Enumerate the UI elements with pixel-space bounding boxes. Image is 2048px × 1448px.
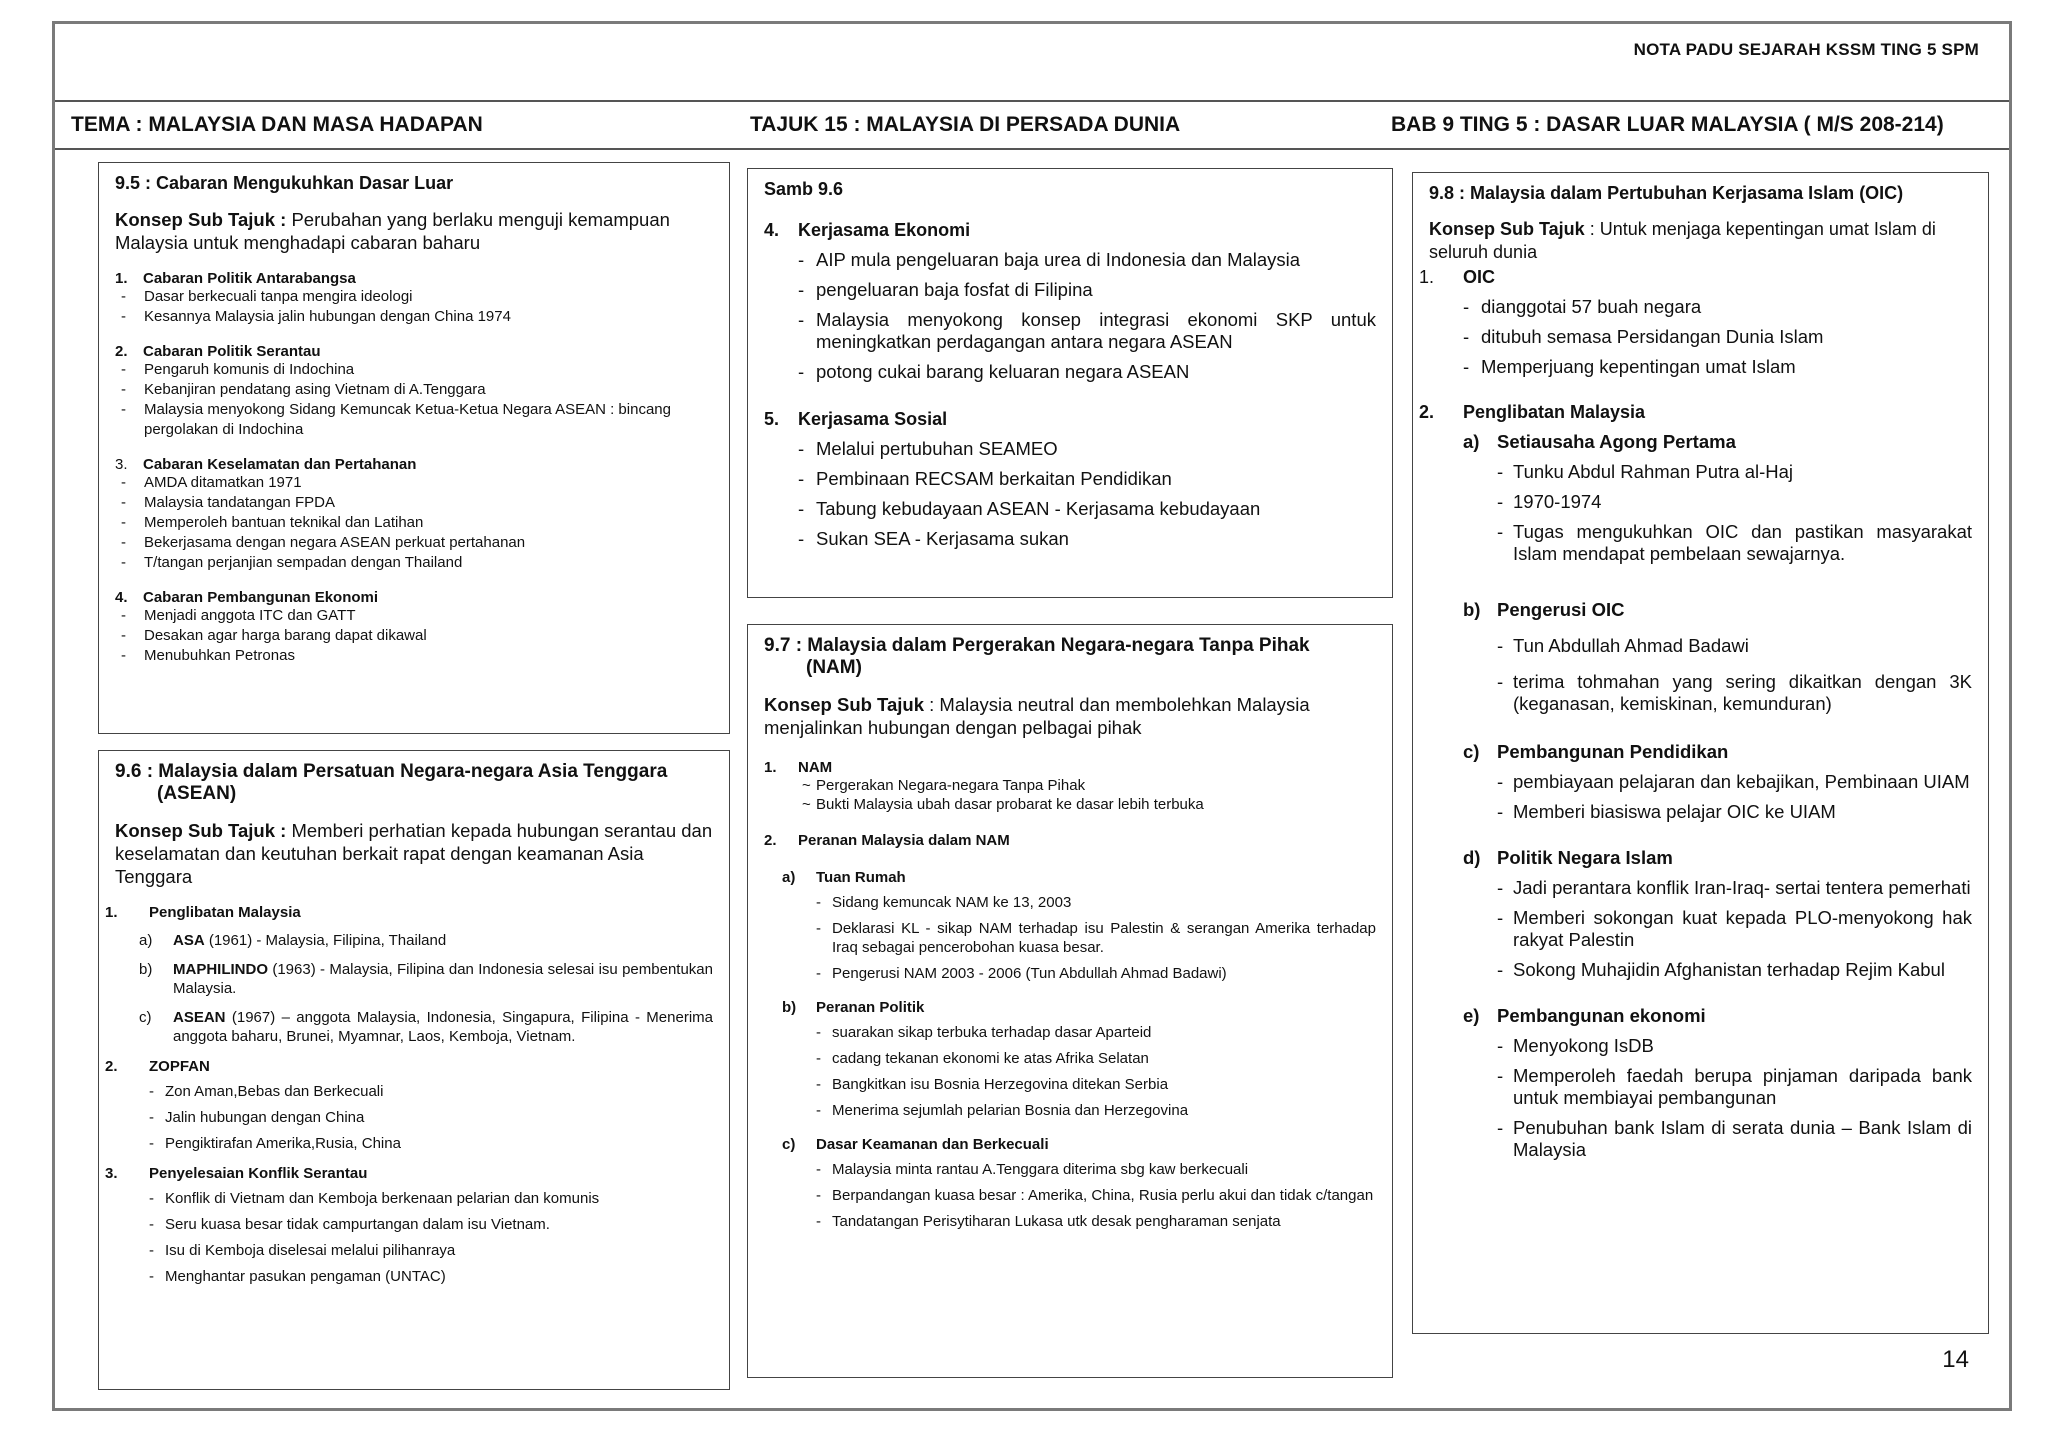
list-item: - Sukan SEA - Kerjasama sukan (798, 528, 1069, 549)
box-samb-9-6 (747, 168, 1393, 598)
list-item: - Deklarasi KL - sikap NAM terhadap isu Palestin & serangan Amerika terhadap Iraq sebagai pencerobohan kuasa besar. (816, 920, 1376, 957)
list-item: - Kesannya Malaysia jalin hubungan dengan China 1974 (121, 308, 511, 326)
list-item: - T/tangan perjanjian sempadan dengan Thailand (121, 554, 463, 572)
page-frame (52, 21, 2012, 1411)
list-item: - Memberi sokongan kuat kepada PLO-menyokong hak rakyat Palestin (1497, 907, 1972, 950)
list-item: - Malaysia menyokong Sidang Kemuncak Ketua-Ketua Negara ASEAN : bincang pergolakan di Indochina (121, 401, 671, 439)
list-item: - Bekerjasama dengan negara ASEAN perkuat pertahanan (121, 534, 526, 552)
tema-title: TEMA : MALAYSIA DAN MASA HADAPAN (71, 113, 483, 136)
box-9-7 (747, 624, 1393, 1378)
section-2: 2. Penglibatan Malaysia (1419, 402, 1646, 422)
box-9-5 (98, 162, 730, 734)
box-title: 9.7 : Malaysia dalam Pergerakan Negara-negara Tanpa Pihak (NAM) (764, 635, 1310, 678)
list-item: - Konflik di Vietnam dan Kemboja berkenaan pelarian dan komunis (149, 1190, 600, 1208)
list-item: - suarakan sikap terbuka terhadap dasar Aparteid (816, 1024, 1152, 1042)
list-item: - Berpandangan kuasa besar : Amerika, China, Rusia perlu akui dan tidak c/tangan (816, 1187, 1374, 1205)
list-item: - Dasar berkecuali tanpa mengira ideologi (121, 288, 413, 306)
list-item: - Kebanjiran pendatang asing Vietnam di A.Tenggara (121, 381, 486, 399)
list-item: - Tugas mengukuhkan OIC dan pastikan masyarakat Islam mendapat pembelaan sewajarnya. (1497, 521, 1972, 564)
box-title: 9.6 : Malaysia dalam Persatuan Negara-negara Asia Tenggara (ASEAN) (115, 761, 668, 804)
sub-b: b) Pengerusi OIC - Tun Abdullah Ahmad Badawi - terima tohmahan yang sering dikaitkan dengan 3K (keganasan, kemiskinan, kemunduran) (1463, 599, 1972, 714)
bab-title: BAB 9 TING 5 : DASAR LUAR MALAYSIA ( M/S 208-214) (1391, 113, 1944, 136)
box-title: 9.8 : Malaysia dalam Pertubuhan Kerjasama Islam (OIC) (1429, 183, 1904, 203)
tajuk-title: TAJUK 15 : MALAYSIA DI PERSADA DUNIA (750, 113, 1181, 136)
header-label: NOTA PADU SEJARAH KSSM TING 5 SPM (1633, 40, 1979, 59)
list-item: - Pengerusi NAM 2003 - 2006 (Tun Abdullah Ahmad Badawi) (816, 965, 1227, 983)
list-item: b) MAPHILINDO (1963) - Malaysia, Filipina dan Indonesia selesai isu pembentukan Malaysia. (139, 961, 713, 998)
list-item: - AMDA ditamatkan 1971 (121, 474, 302, 492)
page-number: 14 (1942, 1346, 1969, 1373)
list-item: - Malaysia tandatangan FPDA (121, 494, 335, 512)
list-item: - Penubuhan bank Islam di serata dunia – Bank Islam di Malaysia (1497, 1117, 1972, 1160)
list-item: - Tun Abdullah Ahmad Badawi (1497, 635, 1749, 656)
sub-c: c) Pembangunan Pendidikan - pembiayaan pelajaran dan kebajikan, Pembinaan UIAM - Memberi biasiswa pelajar OIC ke UIAM (1429, 741, 1972, 823)
list-item: - Tabung kebudayaan ASEAN - Kerjasama kebudayaan (798, 498, 1261, 519)
list-item: - Tunku Abdul Rahman Putra al-Haj (1497, 461, 1794, 482)
box-title: 9.5 : Cabaran Mengukuhkan Dasar Luar (115, 173, 454, 193)
sub-a: a) Setiausaha Agong Pertama - Tunku Abdul Rahman Putra al-Haj - 1970-1974 - Tugas mengukuhkan OIC dan pastikan masyarakat Islam mendapat pembelaan sewajarnya. (1463, 431, 1972, 564)
list-item: - ditubuh semasa Persidangan Dunia Islam (1463, 326, 1824, 347)
list-item: - Memberi biasiswa pelajar OIC ke UIAM (1497, 801, 1836, 822)
section-1: 1. OIC - dianggotai 57 buah negara - ditubuh semasa Persidangan Dunia Islam - Memperjuang kepentingan umat Islam (1419, 267, 1972, 378)
list-item: - Tandatangan Perisytiharan Lukasa utk desak pengharaman senjata (816, 1213, 1281, 1231)
section-2: 2. Cabaran Politik Serantau - Pengaruh komunis di Indochina - Kebanjiran pendatang asing Vietnam di A.Tenggara - Malaysia menyokong Sidang Kemuncak Ketua-Ketua Negara ASEAN : bincang pergolakan di Indochina (115, 343, 713, 440)
sub-d: d) Politik Negara Islam - Jadi perantara konflik Iran-Iraq- sertai tentera pemerhati - Memberi sokongan kuat kepada PLO-menyokong hak rakyat Palestin - Sokong Muhajidin Afghanistan terhadap Rejim Kabul (1463, 847, 1972, 980)
list-item: - Bangkitkan isu Bosnia Herzegovina ditekan Serbia (816, 1076, 1169, 1094)
list-item: - Pengaruh komunis di Indochina (121, 361, 355, 379)
list-item: - Menerima sejumlah pelarian Bosnia dan Herzegovina (816, 1102, 1189, 1120)
sub-c: c) Dasar Keamanan dan Berkecuali - Malaysia minta rantau A.Tenggara diterima sbg kaw berkecuali - Berpandangan kuasa besar : Amerika, China, Rusia perlu akui dan tidak c/tangan - Tandatangan Perisytiharan Lukasa utk desak pengharaman senjata (764, 1136, 1376, 1231)
box-9-8 (1412, 172, 1989, 1334)
list-item: - Menyokong IsDB (1497, 1035, 1654, 1056)
list-item: - Pengiktirafan Amerika,Rusia, China (149, 1135, 401, 1153)
section-3: 3. Penyelesaian Konflik Serantau - Konflik di Vietnam dan Kemboja berkenaan pelarian dan komunis - Seru kuasa besar tidak campurtangan dalam isu Vietnam. - Isu di Kemboja diselesai melalui pilihanraya - Menghantar pasukan pengaman (UNTAC) (105, 1165, 713, 1286)
section-1: 1. Penglibatan Malaysia a) ASA (1961) - Malaysia, Filipina, Thailand b) MAPHILINDO (1963) - Malaysia, Filipina dan Indonesia selesai isu pembentukan Malaysia. c) ASEAN (1967) – anggota Malaysia, Indonesia, Singapura, Filipina - Menerima anggota baharu, Brunei, Myamnar, Laos, Kemboja, Vietnam. (105, 904, 713, 1046)
list-item: - pembiayaan pelajaran dan kebajikan, Pembinaan UIAM (1497, 771, 1970, 792)
list-item: - Memperoleh bantuan teknikal dan Latihan (121, 514, 424, 532)
list-item: - Desakan agar harga barang dapat dikawal (121, 627, 427, 645)
list-item: - potong cukai barang keluaran negara ASEAN (798, 361, 1190, 382)
list-item: - Melalui pertubuhan SEAMEO (798, 438, 1058, 459)
list-item: - Jadi perantara konflik Iran-Iraq- sertai tentera pemerhati (1497, 877, 1971, 898)
list-item: - Memperoleh faedah berupa pinjaman daripada bank untuk membiayai pembangunan (1497, 1065, 1972, 1108)
konsep-sub-tajuk: Konsep Sub Tajuk : Untuk menjaga kepentingan umat Islam di seluruh dunia (1429, 219, 1936, 262)
list-item: - cadang tekanan ekonomi ke atas Afrika Selatan (816, 1050, 1149, 1068)
sub-b: b) Peranan Politik - suarakan sikap terbuka terhadap dasar Aparteid - cadang tekanan ekonomi ke atas Afrika Selatan - Bangkitkan isu Bosnia Herzegovina ditekan Serbia - Menerima sejumlah pelarian Bosnia dan Herzegovina (764, 999, 1376, 1120)
section-1: 1. Cabaran Politik Antarabangsa - Dasar berkecuali tanpa mengira ideologi - Kesannya Malaysia jalin hubungan dengan China 1974 (115, 270, 713, 327)
list-item: - Memperjuang kepentingan umat Islam (1463, 356, 1796, 377)
section-4: 4. Cabaran Pembangunan Ekonomi - Menjadi anggota ITC dan GATT - Desakan agar harga barang dapat dikawal - Menubuhkan Petronas (115, 589, 713, 666)
list-item: - Seru kuasa besar tidak campurtangan dalam isu Vietnam. (149, 1216, 550, 1234)
section-1: 1. NAM ~ Pergerakan Negara-negara Tanpa Pihak ~ Bukti Malaysia ubah dasar probarat ke dasar lebih terbuka (764, 759, 1376, 814)
section-2: 2. ZOPFAN - Zon Aman,Bebas dan Berkecuali - Jalin hubungan dengan China - Pengiktirafan Amerika,Rusia, China (105, 1058, 713, 1153)
section-4: 4. Kerjasama Ekonomi - AIP mula pengeluaran baja urea di Indonesia dan Malaysia - pengeluaran baja fosfat di Filipina - Malaysia menyokong konsep integrasi ekonomi SKP untuk meningkatkan perdagangan antara negara ASEAN - potong cukai barang keluaran negara ASEAN (764, 220, 1376, 382)
list-item: ~ Pergerakan Negara-negara Tanpa Pihak (802, 777, 1086, 795)
list-item: - pengeluaran baja fosfat di Filipina (798, 279, 1093, 300)
list-item: ~ Bukti Malaysia ubah dasar probarat ke dasar lebih terbuka (802, 796, 1204, 814)
list-item: - AIP mula pengeluaran baja urea di Indonesia dan Malaysia (798, 249, 1301, 270)
list-item: - terima tohmahan yang sering dikaitkan dengan 3K (keganasan, kemiskinan, kemunduran) (1497, 671, 1972, 714)
list-item: a) ASA (1961) - Malaysia, Filipina, Thailand (139, 932, 447, 950)
list-item: - Sidang kemuncak NAM ke 13, 2003 (816, 894, 1072, 912)
konsep-sub-tajuk: Konsep Sub Tajuk : Memberi perhatian kepada hubungan serantau dan keselamatan dan keutuhan berkait rapat dengan keamanan Asia Tenggara (115, 820, 713, 888)
list-item: - Malaysia minta rantau A.Tenggara diterima sbg kaw berkecuali (816, 1161, 1249, 1179)
section-3: 3. Cabaran Keselamatan dan Pertahanan - AMDA ditamatkan 1971 - Malaysia tandatangan FPDA - Memperoleh bantuan teknikal dan Latihan - Bekerjasama dengan negara ASEAN perkuat pertahanan - T/tangan perjanjian sempadan dengan Thailand (115, 456, 713, 573)
list-item: - 1970-1974 (1497, 491, 1602, 512)
sub-e: e) Pembangunan ekonomi - Menyokong IsDB - Memperoleh faedah berupa pinjaman daripada bank untuk membiayai pembangunan - Penubuhan bank Islam di serata dunia – Bank Islam di Malaysia (1463, 1005, 1972, 1160)
sub-a: a) Tuan Rumah - Sidang kemuncak NAM ke 13, 2003 - Deklarasi KL - sikap NAM terhadap isu Palestin & serangan Amerika terhadap Iraq sebagai pencerobohan kuasa besar. - Pengerusi NAM 2003 - 2006 (Tun Abdullah Ahmad Badawi) (782, 869, 1376, 983)
list-item: - Zon Aman,Bebas dan Berkecuali (149, 1083, 384, 1101)
title-bar (55, 100, 2009, 150)
list-item: - Jalin hubungan dengan China (149, 1109, 365, 1127)
list-item: - Menjadi anggota ITC dan GATT (121, 607, 356, 625)
box-title: Samb 9.6 (764, 179, 844, 199)
list-item: - Sokong Muhajidin Afghanistan terhadap Rejim Kabul (1497, 959, 1945, 980)
box-9-6 (98, 750, 730, 1390)
list-item: - Isu di Kemboja diselesai melalui pilihanraya (149, 1242, 456, 1260)
section-5: 5. Kerjasama Sosial - Melalui pertubuhan SEAMEO - Pembinaan RECSAM berkaitan Pendidikan - Tabung kebudayaan ASEAN - Kerjasama kebudayaan - Sukan SEA - Kerjasama sukan (764, 409, 1376, 550)
list-item: - Menghantar pasukan pengaman (UNTAC) (149, 1268, 446, 1286)
konsep-sub-tajuk: Konsep Sub Tajuk : Malaysia neutral dan membolehkan Malaysia menjalinkan hubungan dengan pelbagai pihak (764, 694, 1310, 739)
list-item: c) ASEAN (1967) – anggota Malaysia, Indonesia, Singapura, Filipina - Menerima anggota baharu, Brunei, Myamnar, Laos, Kemboja, Vietnam. (139, 1009, 713, 1046)
list-item: - dianggotai 57 buah negara (1463, 296, 1702, 317)
list-item: - Malaysia menyokong konsep integrasi ekonomi SKP untuk meningkatkan perdagangan antara negara ASEAN (798, 309, 1376, 352)
section-2: 2. Peranan Malaysia dalam NAM (764, 832, 1010, 850)
konsep-sub-tajuk: Konsep Sub Tajuk : Perubahan yang berlaku menguji kemampuan Malaysia untuk menghadapi cabaran baharu (115, 209, 670, 254)
list-item: - Menubuhkan Petronas (121, 647, 295, 665)
list-item: - Pembinaan RECSAM berkaitan Pendidikan (798, 468, 1172, 489)
